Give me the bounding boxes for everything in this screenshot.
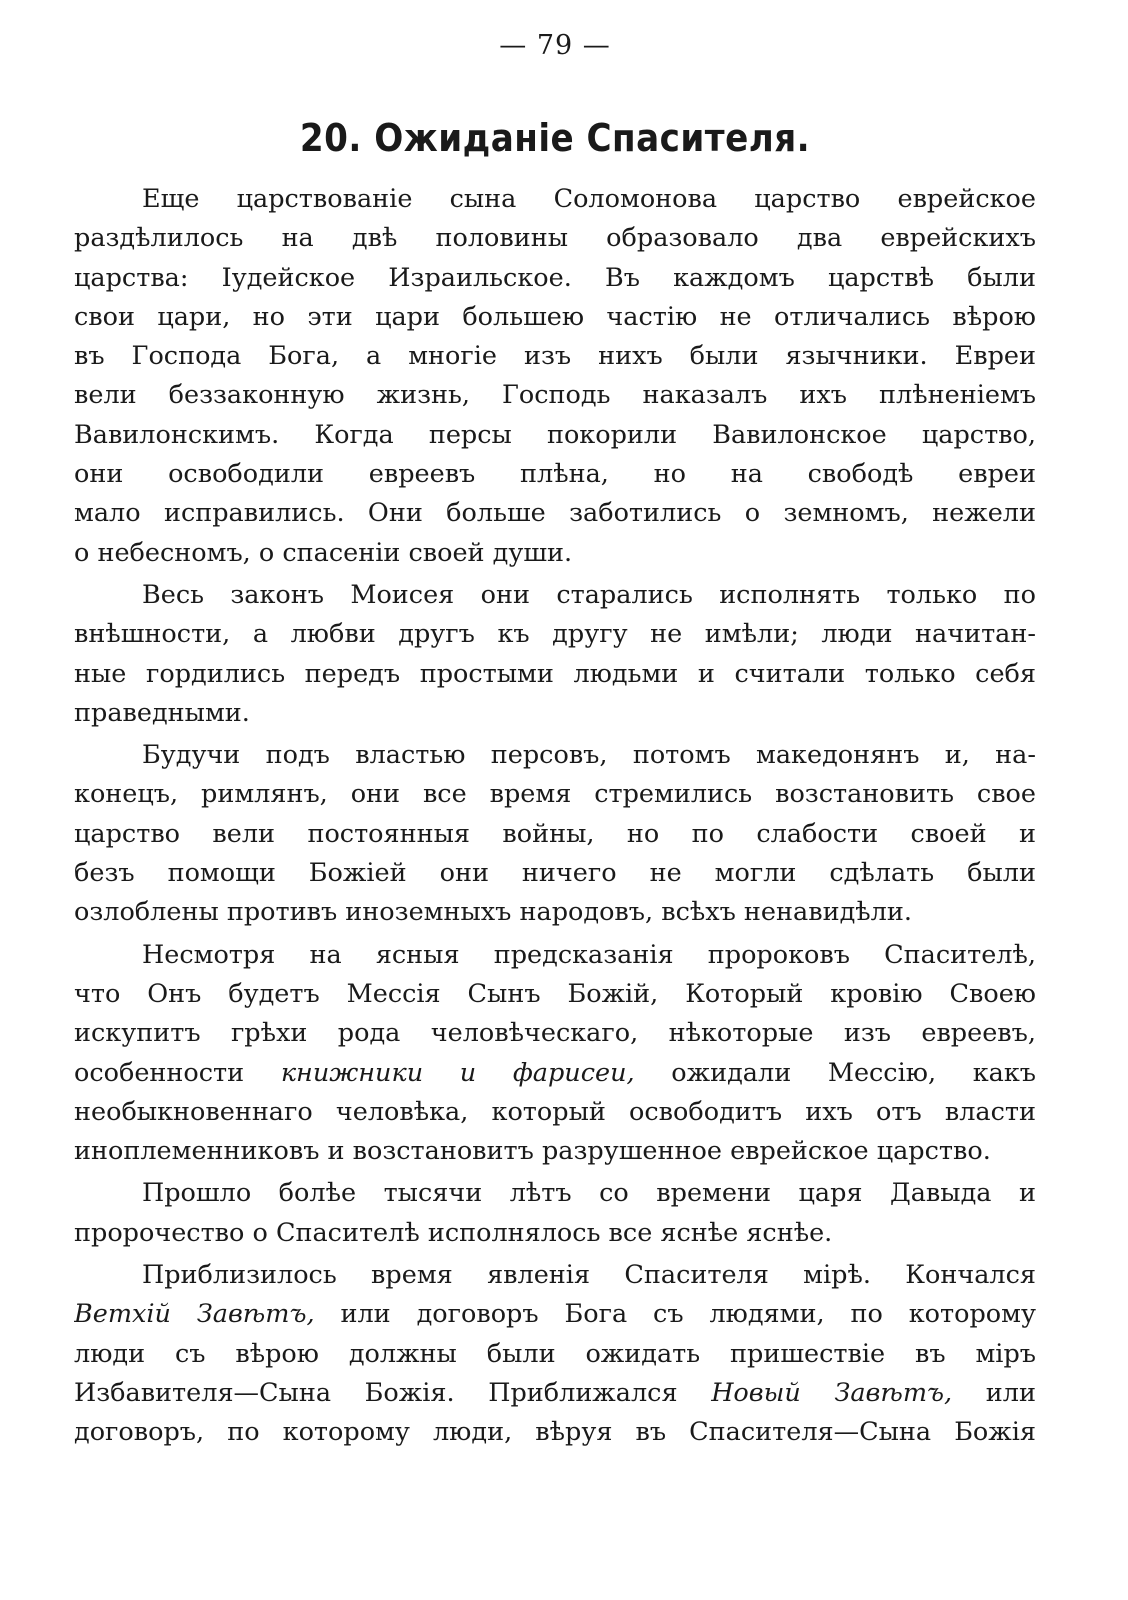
text-line: Будучи подъ властью персовъ, потомъ македонянъ и, на-	[142, 740, 1036, 771]
text-line: раздѣлилось на двѣ половины образовало два еврейскихъ	[74, 223, 1036, 254]
text-segment: ожидали Мессію, какъ	[671, 1057, 1036, 1088]
text-line: свои цари, но эти цари большею частію не отличались вѣрою	[74, 301, 1036, 332]
body-text	[74, 180, 1036, 1456]
text-line: люди съ вѣрою должны были ожидать пришествіе въ міръ	[74, 1338, 1036, 1369]
paragraph-4	[74, 936, 1036, 1172]
text-line: о небесномъ, о спасеніи своей души.	[74, 537, 573, 568]
text-line: Несмотря на ясныя предсказанія пророковъ Спасителѣ,	[142, 939, 1036, 970]
text-line: договоръ, по которому люди, вѣруя въ Спасителя—Сына Божія	[74, 1417, 1036, 1448]
text-line: Еще царствованіе сына Соломонова царство еврейское	[142, 184, 1036, 214]
text-line: иноплеменниковъ и возстановитъ разрушенное еврейское царство.	[74, 1136, 991, 1167]
emphasized-text: книжники и фарисеи,	[280, 1057, 672, 1088]
text-line-with-emphasis	[74, 1295, 1036, 1334]
text-segment: или	[985, 1377, 1036, 1408]
text-line: Вавилонскимъ. Когда персы покорили Вавилонское царство,	[74, 419, 1036, 450]
text-segment: Избавителя—Сына Божія. Приближался	[74, 1377, 712, 1408]
text-line: царство вели постоянныя войны, но по слабости своей и	[74, 818, 1036, 849]
text-line: они освободили евреевъ плѣна, но на свободѣ евреи	[74, 459, 1036, 490]
text-line: мало исправились. Они больше заботились о земномъ, нежели	[74, 498, 1036, 529]
text-line: искупитъ грѣхи рода человѣческаго, нѣкоторые изъ евреевъ,	[74, 1018, 1036, 1049]
text-line: ные гордились передъ простыми людьми и считали только себя	[74, 658, 1036, 689]
paragraph-2	[74, 576, 1036, 733]
text-line: что Онъ будетъ Мессія Сынъ Божій, Который кровію Своею	[74, 978, 1036, 1009]
paragraph-1	[74, 180, 1036, 573]
text-line: безъ помощи Божіей они ничего не могли сдѣлать были	[74, 858, 1036, 889]
page-number: — 79 —	[499, 30, 611, 61]
text-line: праведными.	[74, 697, 250, 728]
text-segment: особенности	[74, 1057, 281, 1088]
emphasized-text: Ветхій Завѣтъ,	[74, 1299, 341, 1330]
text-line: Прошло болѣе тысячи лѣтъ со времени царя Давыда и	[142, 1178, 1036, 1209]
text-line-with-emphasis	[74, 1054, 1036, 1093]
text-line: Приблизилось время явленія Спасителя мірѣ. Кончался	[142, 1260, 1036, 1291]
text-line: озлоблены противъ иноземныхъ народовъ, всѣхъ ненавидѣли.	[74, 897, 912, 928]
text-line: царства: Іудейское Израильское. Въ каждомъ царствѣ были	[74, 262, 1036, 293]
text-line: пророчество о Спасителѣ исполнялось все яснѣе яснѣе.	[74, 1217, 833, 1248]
text-line: конецъ, римлянъ, они все время стремились возстановить свое	[74, 779, 1036, 810]
book-page	[74, 0, 1036, 1600]
emphasized-text: Новый Завѣтъ,	[711, 1377, 986, 1408]
paragraph-5	[74, 1174, 1036, 1253]
text-line: Весь законъ Моисея они старались исполнять только по	[142, 579, 1036, 610]
text-line: внѣшности, а любви другъ къ другу не имѣли; люди начитан-	[74, 619, 1036, 650]
paragraph-3	[74, 736, 1036, 932]
text-line: въ Господа Бога, а многіе изъ нихъ были язычники. Евреи	[74, 341, 1036, 372]
chapter-title: 20. Ожиданіе Спасителя.	[299, 116, 811, 160]
text-line: необыкновеннаго человѣка, который освободитъ ихъ отъ власти	[74, 1096, 1036, 1127]
text-segment: или договоръ Бога съ людями, по которому	[340, 1299, 1036, 1330]
text-line-with-emphasis	[74, 1374, 1036, 1413]
text-line: вели беззаконную жизнь, Господь наказалъ ихъ плѣненіемъ	[74, 380, 1036, 411]
paragraph-6	[74, 1256, 1036, 1452]
